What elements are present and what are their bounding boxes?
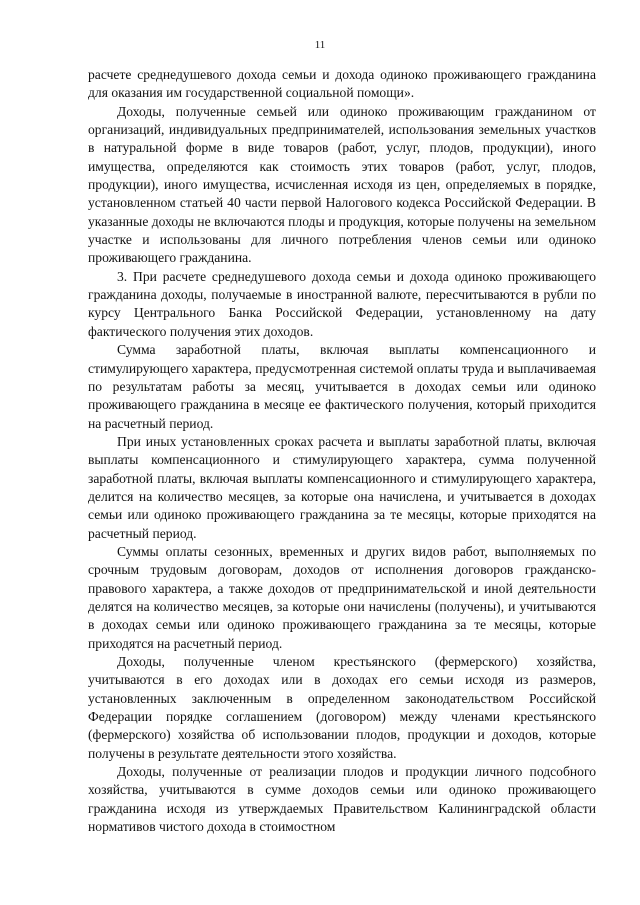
page-number: 11 (314, 39, 326, 51)
paragraph-other-salary-terms: При иных установленных сроках расчета и выплаты заработной платы, включая выплаты компенсационного и стимулирующего характера, сумма полученной заработной платы, включая выплаты компенсационного и стимулирующего характера, делится на количество месяцев, за которые она начислена, и учитывается в доходах семьи или одиноко проживающего гражданина за те месяцы, которые приходятся на расчетный период. (88, 433, 596, 541)
paragraph-seasonal-work: Суммы оплаты сезонных, временных и других видов работ, выполняемых по срочным трудовым договорам, доходов от исполнения договоров гражданско-правового характера, а также доходов от предпринимательской и иной деятельности делятся на количество месяцев, за которые они начислены (получены), и учитываются в доходах семьи или одиноко проживающего гражданина за те месяцы, которые приходятся на расчетный период. (88, 543, 596, 651)
paragraph-farm-income: Доходы, полученные членом крестьянского (фермерского) хозяйства, учитываются в его доходах или в доходах его семьи исходя из размеров, установленных заключенным в определенном законодательством Российской Федерации порядке соглашением (договором) между членами крестьянского (фермерского) хозяйства об использовании плодов, продукции и доходов, которые получены в результате деятельности этого хозяйства. (88, 654, 596, 761)
paragraph-salary: Сумма заработной платы, включая выплаты компенсационного и стимулирующего характера, предусмотренная системой оплаты труда и выплачиваемая по результатам работы за месяц, учитывается в доходах семьи или одиноко проживающего гражданина в месяце ее фактического получения, который приходится на расчетный период. (88, 342, 596, 431)
paragraph-continuation: расчете среднедушевого дохода семьи и дохода одиноко проживающего гражданина для оказания им государственной социальной помощи». (88, 67, 596, 101)
document-body (88, 66, 596, 836)
paragraph-foreign-currency: 3. При расчете среднедушевого дохода семьи и дохода одиноко проживающего гражданина доходы, получаемые в иностранной валюте, пересчитываются в рубли по курсу Центрального Банка Российской Федерации, установленному на дату фактического получения этих доходов. (88, 268, 596, 339)
paragraph-subsidiary-farming: Доходы, полученные от реализации плодов и продукции личного подсобного хозяйства, учитываются в сумме доходов семьи или одиноко проживающего гражданина исходя из утверждаемых Правительством Калининградской области нормативов чистого дохода в стоимостном (88, 764, 596, 835)
paragraph-in-kind-income: Доходы, полученные семьей или одиноко проживающим гражданином от организаций, индивидуальных предпринимателей, использования земельных участков в натуральной форме в виде товаров (работ, услуг, плодов, продукции), иного имущества, определяются как стоимость этих товаров (работ, услуг, плодов, продукции), иного имущества, исчисленная исходя из цен, определяемых в порядке, установленном статьей 40 части первой Налогового кодекса Российской Федерации. В указанные доходы не включаются плоды и продукция, которые получены на земельном участке и использованы для личного потребления членов семьи или одиноко проживающего гражданина. (88, 103, 596, 266)
